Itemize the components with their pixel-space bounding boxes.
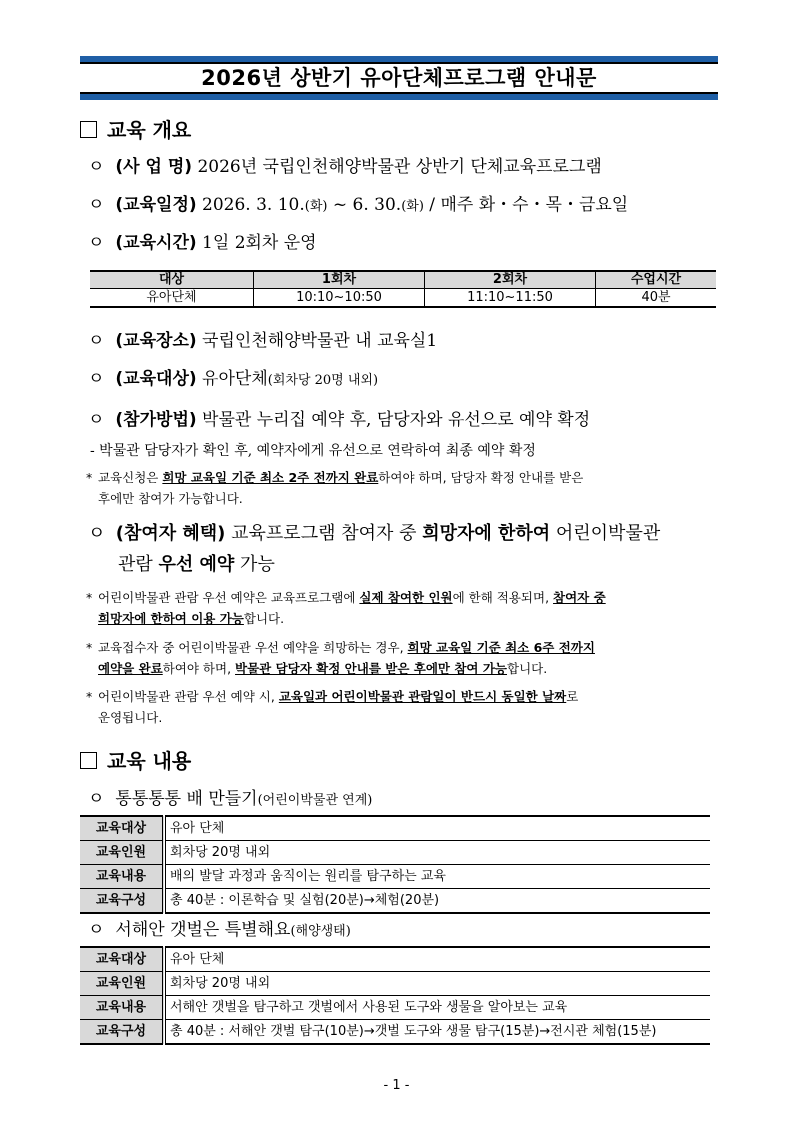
table-row: 교육구성 총 40분 : 이론학습 및 실험(20분)→체험(20분) [80, 889, 710, 914]
table-row: 교육내용 배의 발달 과정과 움직이는 원리를 탐구하는 교육 [80, 865, 710, 889]
item-target: ㅇ (교육대상) 유아단체(회차당 20명 내외) [88, 369, 379, 389]
table-row: 교육내용 서해안 갯벌을 탐구하고 갯벌에서 사용된 도구와 생물을 알아보는 교육 [80, 996, 710, 1020]
table-row: 교육인원 회차당 20명 내외 [80, 972, 710, 996]
benefit-note-3: * 어린이박물관 관람 우선 예약 시, 교육일과 어린이박물관 관람일이 반드시 동일한 날짜로 운영됩니다. [86, 689, 579, 725]
header-session2: 2회차 [425, 271, 596, 289]
table-row: 교육대상 유아 단체 [80, 816, 710, 841]
program-2-title: ㅇ 서해안 갯벌은 특별해요(해양생태) [88, 920, 351, 940]
item-business: ㅇ (사 업 명) 2026년 국립인천해양박물관 상반기 단체교육프로그램 [88, 157, 602, 177]
program-1-table [80, 815, 710, 914]
table-row: 교육구성 총 40분 : 서해안 갯벌 탐구(10분)→갯벌 도구와 생물 탐구(15분)→전시관 체험(15분) [80, 1020, 710, 1045]
schedule-table [90, 270, 716, 308]
cell-target: 유아단체 [90, 289, 254, 308]
item-benefit-cont: 관람 우선 예약 가능 [118, 554, 275, 575]
header-duration: 수업시간 [596, 271, 717, 289]
section-heading-content: 교육 내용 [80, 748, 191, 774]
item-benefit: ㅇ (참여자 혜택) 교육프로그램 참여자 중 희망자에 한하여 어린이박물관 [88, 523, 661, 544]
benefit-note-2: * 교육접수자 중 어린이박물관 우선 예약을 희망하는 경우, 희망 교육일 기준 최소 6주 전까지 예약을 완료하여야 하며, 박물관 담당자 확정 안내를 받은 후에만 참여 가능합니다. [86, 640, 595, 676]
checkbox-square-icon [80, 752, 97, 769]
table-row: 교육인원 회차당 20명 내외 [80, 841, 710, 865]
program-2-table [80, 946, 710, 1045]
page-title: 2026년 상반기 유아단체프로그램 안내문 [201, 66, 597, 90]
header-session1: 1회차 [254, 271, 425, 289]
item-date: ㅇ (교육일정) 2026. 3. 10.(화) ~ 6. 30.(화) / 매주 화・수・목・금요일 [88, 195, 629, 215]
schedule-header-row [90, 271, 716, 289]
benefit-note-1: * 어린이박물관 관람 우선 예약은 교육프로그램에 실제 참여한 인원에 한해 적용되며, 참여자 중 희망자에 한하여 이용 가능합니다. [86, 590, 606, 626]
item-method: ㅇ (참가방법) 박물관 누리집 예약 후, 담당자와 유선으로 예약 확정 [88, 410, 591, 430]
method-note: * 교육신청은 희망 교육일 기준 최소 2주 전까지 완료하여야 하며, 담당자 확정 안내를 받은 후에만 참여가 가능합니다. [86, 470, 584, 506]
item-time: ㅇ (교육시간) 1일 2회차 운영 [88, 233, 317, 253]
page-number: - 1 - [383, 1078, 410, 1093]
schedule-row [90, 289, 716, 308]
method-sub-note: - 박물관 담당자가 확인 후, 예약자에게 유선으로 연락하여 최종 예약 확정 [90, 443, 536, 459]
cell-session2: 11:10~11:50 [425, 289, 596, 308]
cell-session1: 10:10~10:50 [254, 289, 425, 308]
table-row: 교육대상 유아 단체 [80, 947, 710, 972]
header-target: 대상 [90, 271, 254, 289]
section-heading-overview: 교육 개요 [80, 117, 191, 143]
program-1-title: ㅇ 통통통통 배 만들기(어린이박물관 연계) [88, 789, 373, 809]
title-bottom-bar [80, 94, 718, 100]
checkbox-square-icon [80, 121, 97, 138]
item-place: ㅇ (교육장소) 국립인천해양박물관 내 교육실1 [88, 331, 438, 351]
cell-duration: 40분 [596, 289, 717, 308]
